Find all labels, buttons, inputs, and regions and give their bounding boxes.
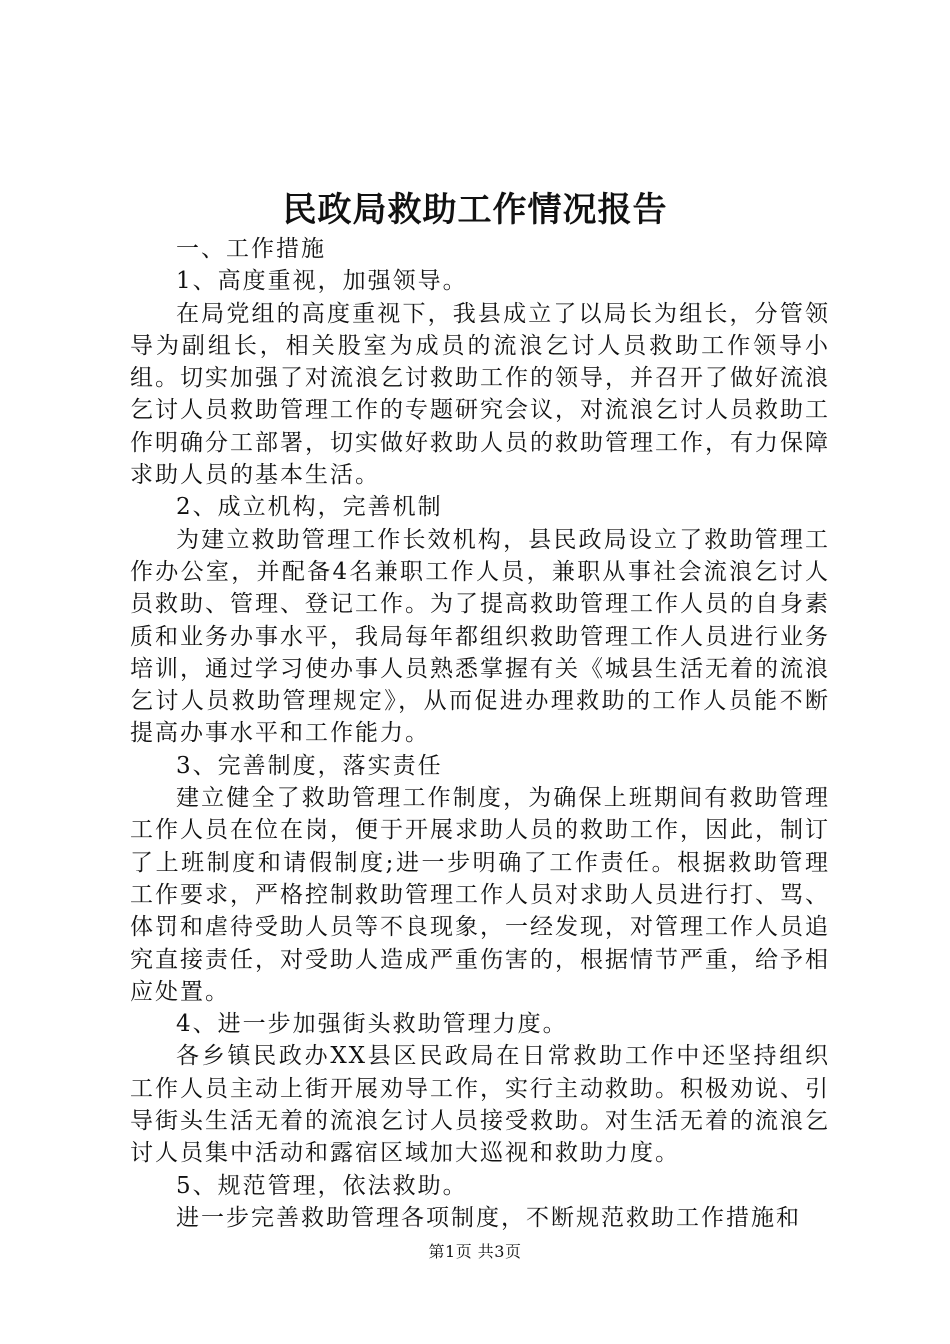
subsection-heading: 4、进一步加强街头救助管理力度。 (176, 1011, 568, 1038)
body-paragraph: 为建立救助管理工作长效机构，县民政局设立了救助管理工作办公室，并配备4名兼职工作人员，兼职从事社会流浪乞讨人员救助、管理、登记工作。为了提高救助管理工作人员的自身素质和业务办事水平，我局每年都组织救助管理工作人员进行业务培训，通过学习使办事人员熟悉掌握有关《城县生活无着的流浪乞讨人员救助管理规定》，从而促进办理救助的工作人员能不断提高办事水平和工作能力。 (130, 526, 830, 747)
subsection-heading: 2、成立机构，完善机制 (176, 494, 443, 521)
document-body (130, 233, 830, 1234)
body-paragraph: 各乡镇民政办XX县区民政局在日常救助工作中还坚持组织工作人员主动上街开展劝导工作，实行主动救助。积极劝说、引导街头生活无着的流浪乞讨人员接受救助。对生活无着的流浪乞讨人员集中活动和露宿区域加大巡视和救助力度。 (130, 1043, 830, 1167)
body-paragraph: 进一步完善救助管理各项制度，不断规范救助工作措施和 (176, 1204, 801, 1231)
subsection-heading: 3、完善制度，落实责任 (176, 752, 443, 779)
page-footer: 第1页 共3页 (428, 1242, 522, 1261)
document-title: 民政局救助工作情况报告 (282, 190, 668, 230)
subsection-heading: 1、高度重视，加强领导。 (176, 268, 468, 295)
section-heading: 一、工作措施 (176, 236, 326, 262)
body-paragraph: 建立健全了救助管理工作制度，为确保上班期间有救助管理工作人员在位在岗，便于开展求助人员的救助工作，因此，制订了上班制度和请假制度;进一步明确了工作责任。根据救助管理工作要求，严格控制救助管理工作人员对求助人员进行打、骂、体罚和虐待受助人员等不良现象，一经发现，对管理工作人员追究直接责任，对受助人造成严重伤害的，根据情节严重，给予相应处置。 (130, 785, 830, 1005)
body-paragraph: 在局党组的高度重视下，我县成立了以局长为组长，分管领导为副组长，相关股室为成员的流浪乞讨人员救助工作领导小组。切实加强了对流浪乞讨救助工作的领导，并召开了做好流浪乞讨人员救助管理工作的专题研究会议，对流浪乞讨人员救助工作明确分工部署，切实做好救助人员的救助管理工作，有力保障求助人员的基本生活。 (130, 300, 830, 489)
subsection-heading: 5、规范管理，依法救助。 (176, 1172, 468, 1199)
